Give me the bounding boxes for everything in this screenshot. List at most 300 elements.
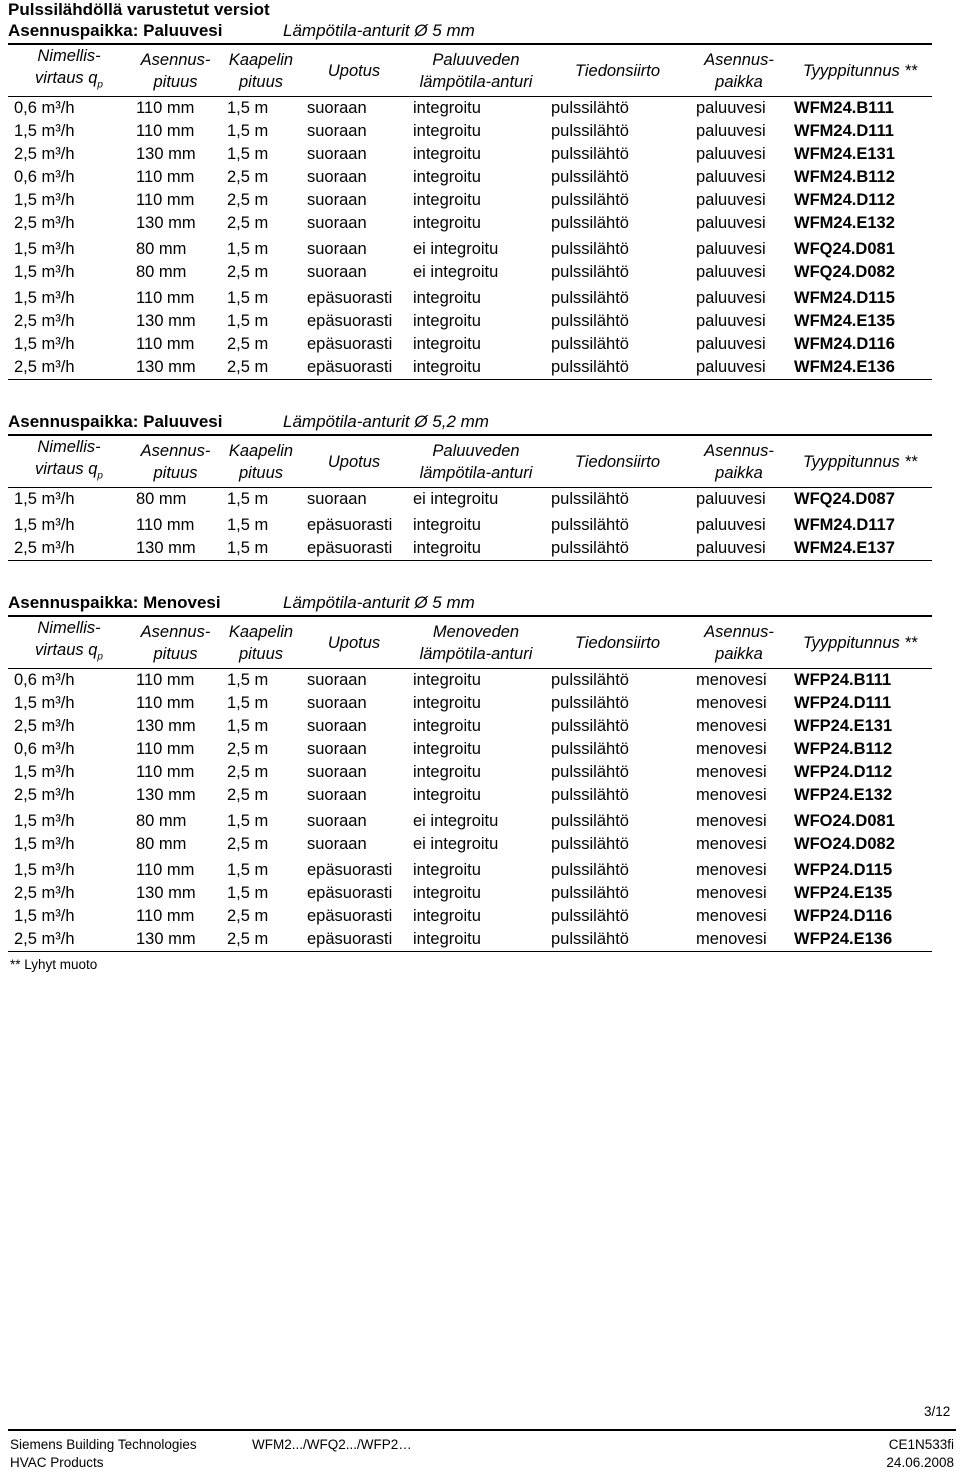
footer-right	[860, 1436, 954, 1472]
cell-cable: 2,5 m	[227, 786, 269, 805]
col-header-line	[130, 71, 221, 93]
cell-comm: pulssilähtö	[551, 263, 629, 282]
section-heading	[8, 412, 932, 434]
cell-mount: suoraan	[307, 240, 367, 259]
cell-len: 130 mm	[136, 884, 196, 903]
cell-place: paluuvesi	[696, 145, 766, 164]
table-row	[8, 511, 932, 537]
cell-sensor: integroitu	[407, 97, 545, 121]
cell-cable: 2,5 m	[227, 335, 269, 354]
col-header-line: Nimellis-	[37, 438, 101, 456]
cell-place: menovesi	[696, 740, 767, 759]
col-header-line	[690, 643, 788, 665]
col-header-line	[407, 643, 545, 665]
cell-place: paluuvesi	[696, 191, 766, 210]
footer-company: Siemens Building Technologies	[10, 1437, 197, 1452]
col-header-line	[130, 643, 221, 665]
col-header-text: lämpötila-anturi	[419, 644, 533, 663]
cell-len: 110 mm	[136, 289, 195, 308]
cell-type: WFQ24.D087	[788, 488, 932, 512]
col-header-line	[8, 639, 130, 668]
cell-sensor: ei integroitu	[413, 835, 499, 854]
col-header-comm	[545, 45, 690, 97]
cell-len: 130 mm	[136, 312, 196, 331]
cell-type: WFM24.E132	[794, 214, 895, 233]
cell-comm: pulssilähtö	[551, 717, 629, 736]
cell-comm: pulssilähtö	[551, 240, 629, 259]
cell-sensor: integroitu	[413, 168, 481, 187]
col-header-line: Kaapelin	[228, 50, 294, 69]
col-header-line: Asennus-	[140, 622, 211, 641]
cell-mount: suoraan	[307, 763, 367, 782]
cell-place: menovesi	[696, 694, 767, 713]
cell-cable: 2,5 m	[221, 928, 301, 952]
cell-comm: pulssilähtö	[545, 928, 690, 952]
cell-cable: 2,5 m	[227, 191, 269, 210]
table-row	[8, 488, 932, 512]
cell-place: paluuvesi	[690, 97, 788, 121]
cell-len: 80 mm	[130, 488, 221, 512]
cell-comm: pulssilähtö	[551, 335, 629, 354]
cell-mount: suoraan	[307, 740, 367, 759]
col-header-line	[130, 462, 221, 484]
col-header-place	[690, 617, 788, 669]
cell-comm: pulssilähtö	[545, 488, 690, 512]
table-row	[8, 669, 932, 693]
cell-len: 130 mm	[136, 145, 196, 164]
cell-type: WFP24.E132	[794, 786, 893, 805]
cell-flow: 1,5 m³/h	[14, 289, 75, 308]
cell-type: WFM24.D112	[794, 191, 895, 210]
col-header-mount	[301, 45, 407, 97]
footer-doc-id: CE1N533fi	[888, 1437, 954, 1452]
cell-comm: pulssilähtö	[551, 786, 629, 805]
col-header-line	[8, 67, 130, 96]
table-row	[8, 356, 932, 380]
product-table	[8, 617, 932, 952]
cell-place: menovesi	[696, 907, 767, 926]
cell-cable: 1,5 m	[227, 122, 269, 141]
col-header-comm	[545, 617, 690, 669]
col-header-text: Tyyppitunnus **	[802, 633, 918, 652]
cell-type: WFM24.D111	[794, 122, 894, 141]
cell-type: WFP24.D116	[794, 907, 893, 926]
cell-len: 130 mm	[136, 214, 196, 233]
cell-flow: 2,5 m³/h	[14, 312, 75, 331]
sensor-diameter-title: Lämpötila-anturit Ø 5 mm	[283, 593, 475, 612]
table-row	[8, 784, 932, 807]
table-row	[8, 97, 932, 121]
cell-len: 110 mm	[136, 168, 195, 187]
cell-type: WFQ24.D082	[794, 263, 895, 282]
cell-mount: suoraan	[307, 694, 367, 713]
table-row	[8, 833, 932, 856]
col-header-text: pituus	[153, 72, 198, 91]
cell-cable: 1,5 m	[221, 488, 301, 512]
cell-type: WFM24.B111	[788, 97, 932, 121]
install-location-title: Asennuspaikka: Paluuvesi	[8, 412, 223, 431]
cell-cable: 1,5 m	[221, 97, 301, 121]
footnote: ** Lyhyt muoto	[10, 957, 98, 972]
cell-len: 80 mm	[136, 240, 187, 259]
cell-mount: epäsuorasti	[307, 335, 393, 354]
cell-place: paluuvesi	[696, 168, 766, 187]
col-header-line	[221, 462, 301, 484]
cell-sensor: integroitu	[413, 191, 481, 210]
cell-flow: 1,5 m³/h	[14, 240, 75, 259]
cell-len: 110 mm	[130, 669, 221, 693]
cell-len: 110 mm	[136, 861, 195, 880]
cell-place: paluuvesi	[696, 289, 766, 308]
cell-cable: 1,5 m	[227, 717, 269, 736]
cell-comm: pulssilähtö	[551, 214, 629, 233]
table-row	[8, 143, 932, 166]
col-header-text: Upotus	[327, 633, 381, 652]
cell-type: WFQ24.D081	[794, 240, 895, 259]
table-row	[8, 261, 932, 284]
cell-cable: 2,5 m	[221, 356, 301, 380]
cell-flow: 1,5 m³/h	[14, 861, 75, 880]
col-header-text: Tyyppitunnus **	[802, 452, 918, 471]
cell-mount: epäsuorasti	[301, 356, 407, 380]
cell-flow: 2,5 m³/h	[14, 884, 75, 903]
cell-mount: epäsuorasti	[307, 289, 393, 308]
cell-comm: pulssilähtö	[551, 168, 629, 187]
cell-flow: 1,5 m³/h	[14, 694, 75, 713]
col-header-text: virtaus q	[35, 460, 98, 478]
cell-comm: pulssilähtö	[551, 312, 629, 331]
cell-cable: 1,5 m	[227, 312, 269, 331]
col-header-length	[130, 617, 221, 669]
header-row	[8, 45, 932, 97]
cell-comm: pulssilähtö	[545, 537, 690, 561]
col-header-flow	[8, 45, 130, 97]
cell-comm: pulssilähtö	[551, 884, 629, 903]
install-location-title: Asennuspaikka: Paluuvesi	[8, 21, 223, 40]
cell-type: WFO24.D082	[794, 835, 895, 854]
cell-comm: pulssilähtö	[551, 907, 629, 926]
table-row	[8, 537, 932, 561]
cell-sensor: integroitu	[413, 740, 481, 759]
section-return-5-2mm	[8, 412, 932, 561]
cell-len: 110 mm	[136, 740, 195, 759]
cell-mount: epäsuorasti	[307, 861, 393, 880]
col-header-text: paikka	[715, 463, 763, 482]
cell-len: 110 mm	[136, 516, 195, 535]
cell-len: 110 mm	[136, 763, 195, 782]
cell-len: 80 mm	[136, 835, 187, 854]
col-header-mount	[301, 436, 407, 488]
cell-sensor: integroitu	[413, 694, 481, 713]
col-header-text: paikka	[715, 72, 763, 91]
table-row	[8, 189, 932, 212]
product-table	[8, 45, 932, 380]
cell-mount: suoraan	[307, 168, 367, 187]
cell-place: paluuvesi	[696, 122, 766, 141]
cell-cable: 2,5 m	[227, 263, 269, 282]
cell-flow: 2,5 m³/h	[14, 214, 75, 233]
footer-left	[10, 1436, 197, 1472]
col-header-cable	[221, 45, 301, 97]
cell-mount: epäsuorasti	[307, 312, 393, 331]
cell-flow: 1,5 m³/h	[14, 191, 75, 210]
cell-comm: pulssilähtö	[545, 669, 690, 693]
col-header-comm	[545, 436, 690, 488]
cell-sensor: integroitu	[413, 516, 481, 535]
table-row	[8, 166, 932, 189]
col-header-line: Menoveden	[432, 622, 520, 641]
cell-place: paluuvesi	[696, 516, 766, 535]
cell-mount: suoraan	[307, 122, 367, 141]
cell-cable: 1,5 m	[221, 537, 301, 561]
col-header-text: lämpötila-anturi	[419, 463, 533, 482]
cell-mount: suoraan	[307, 835, 367, 854]
col-header-mount	[301, 617, 407, 669]
cell-mount: epäsuorasti	[307, 907, 393, 926]
cell-flow: 0,6 m³/h	[14, 168, 75, 187]
cell-place: menovesi	[696, 884, 767, 903]
cell-mount: epäsuorasti	[301, 928, 407, 952]
product-table	[8, 436, 932, 561]
cell-place: paluuvesi	[696, 335, 766, 354]
cell-flow: 1,5 m³/h	[14, 763, 75, 782]
cell-mount: suoraan	[301, 488, 407, 512]
cell-sensor: ei integroitu	[407, 488, 545, 512]
col-header-line	[221, 71, 301, 93]
sensor-diameter-title: Lämpötila-anturit Ø 5 mm	[283, 21, 475, 40]
cell-flow: 0,6 m³/h	[8, 669, 130, 693]
col-header-sensor	[407, 617, 545, 669]
footer-division: HVAC Products	[10, 1455, 104, 1470]
cell-type: WFM24.B112	[794, 168, 895, 187]
cell-type: WFM24.E131	[794, 145, 895, 164]
cell-sensor: integroitu	[407, 928, 545, 952]
section-heading	[8, 593, 932, 615]
cell-len: 110 mm	[136, 122, 195, 141]
cell-flow: 0,6 m³/h	[8, 97, 130, 121]
cell-comm: pulssilähtö	[551, 145, 629, 164]
cell-place: paluuvesi	[696, 263, 766, 282]
cell-cable: 1,5 m	[227, 289, 269, 308]
table-row	[8, 692, 932, 715]
cell-mount: suoraan	[307, 717, 367, 736]
sensor-diameter-title: Lämpötila-anturit Ø 5,2 mm	[283, 412, 489, 431]
col-header-type	[788, 436, 932, 488]
cell-sensor: ei integroitu	[413, 240, 499, 259]
cell-flow: 1,5 m³/h	[14, 335, 75, 354]
cell-sensor: integroitu	[413, 763, 481, 782]
cell-sensor: integroitu	[413, 884, 481, 903]
section-supply-5mm	[8, 593, 932, 952]
col-header-line	[8, 458, 130, 487]
col-header-line: Asennus-	[704, 441, 774, 460]
cell-len: 80 mm	[136, 812, 187, 831]
cell-cable: 1,5 m	[221, 669, 301, 693]
cell-cable: 1,5 m	[227, 145, 269, 164]
cell-sensor: integroitu	[413, 335, 481, 354]
cell-sensor: integroitu	[407, 669, 545, 693]
cell-comm: pulssilähtö	[551, 835, 629, 854]
cell-place: menovesi	[696, 786, 767, 805]
col-header-line	[221, 643, 301, 665]
cell-sensor: integroitu	[407, 356, 545, 380]
table-row	[8, 715, 932, 738]
cell-type: WFM24.E135	[794, 312, 895, 331]
col-header-line	[407, 71, 545, 93]
table-row	[8, 807, 932, 833]
cell-mount: epäsuorasti	[301, 537, 407, 561]
cell-mount: suoraan	[307, 786, 367, 805]
cell-place: paluuvesi	[696, 240, 766, 259]
table-row	[8, 856, 932, 882]
cell-place: menovesi	[696, 812, 767, 831]
table-row	[8, 235, 932, 261]
cell-mount: suoraan	[301, 97, 407, 121]
cell-comm: pulssilähtö	[551, 740, 629, 759]
cell-sensor: integroitu	[413, 122, 481, 141]
col-header-text: Tiedonsiirto	[574, 452, 661, 471]
cell-sensor: integroitu	[413, 861, 481, 880]
cell-comm: pulssilähtö	[551, 516, 629, 535]
cell-comm: pulssilähtö	[551, 812, 629, 831]
table-row	[8, 212, 932, 235]
footer-series: WFM2.../WFQ2.../WFP2…	[252, 1437, 412, 1452]
cell-sensor: integroitu	[413, 214, 481, 233]
section-heading	[8, 21, 932, 43]
cell-cable: 2,5 m	[227, 740, 269, 759]
col-header-text: pituus	[238, 644, 284, 663]
section-return-5mm	[8, 21, 932, 380]
col-header-line: Asennus-	[704, 622, 774, 641]
col-header-text: virtaus q	[35, 641, 98, 659]
col-header-text: virtaus q	[35, 69, 98, 87]
cell-place: menovesi	[696, 717, 767, 736]
cell-cable: 2,5 m	[227, 214, 269, 233]
cell-sensor: integroitu	[413, 717, 481, 736]
cell-cable: 1,5 m	[227, 240, 269, 259]
cell-type: WFM24.E136	[788, 356, 932, 380]
col-header-text: Upotus	[327, 61, 381, 80]
cell-cable: 2,5 m	[227, 168, 269, 187]
cell-flow: 2,5 m³/h	[8, 356, 130, 380]
cell-type: WFM24.E137	[788, 537, 932, 561]
col-header-cable	[221, 617, 301, 669]
cell-type: WFP24.B111	[788, 669, 932, 693]
col-header-place	[690, 45, 788, 97]
col-header-type	[788, 45, 932, 97]
col-header-line: Paluuveden	[432, 50, 520, 69]
cell-cable: 2,5 m	[227, 835, 269, 854]
col-header-text: Tiedonsiirto	[574, 633, 661, 652]
cell-type: WFP24.D111	[794, 694, 892, 713]
cell-comm: pulssilähtö	[551, 191, 629, 210]
cell-sensor: integroitu	[413, 312, 481, 331]
cell-mount: suoraan	[307, 263, 367, 282]
subscript: p	[97, 470, 103, 482]
cell-cable: 1,5 m	[227, 884, 269, 903]
cell-comm: pulssilähtö	[545, 356, 690, 380]
page-title: Pulssilähdöllä varustetut versiot	[8, 0, 270, 19]
cell-len: 130 mm	[130, 537, 221, 561]
footer-date: 24.06.2008	[886, 1455, 954, 1470]
cell-flow: 2,5 m³/h	[14, 145, 75, 164]
cell-place: menovesi	[696, 835, 767, 854]
cell-cable: 1,5 m	[227, 516, 269, 535]
cell-mount: suoraan	[307, 812, 367, 831]
cell-place: paluuvesi	[696, 214, 766, 233]
cell-place: paluuvesi	[690, 488, 788, 512]
cell-comm: pulssilähtö	[551, 763, 629, 782]
col-header-line	[690, 462, 788, 484]
cell-comm: pulssilähtö	[551, 122, 629, 141]
table-row	[8, 882, 932, 905]
table-row	[8, 284, 932, 310]
cell-sensor: ei integroitu	[413, 263, 499, 282]
col-header-cable	[221, 436, 301, 488]
cell-sensor: integroitu	[407, 537, 545, 561]
cell-flow: 2,5 m³/h	[8, 928, 130, 952]
subscript: p	[97, 651, 103, 663]
col-header-length	[130, 436, 221, 488]
cell-type: WFM24.D115	[794, 289, 895, 308]
cell-cable: 2,5 m	[227, 907, 269, 926]
cell-place: menovesi	[696, 861, 767, 880]
col-header-text: pituus	[238, 463, 284, 482]
col-header-text: paikka	[715, 644, 763, 663]
cell-mount: suoraan	[307, 191, 367, 210]
cell-len: 110 mm	[136, 191, 195, 210]
col-header-sensor	[407, 45, 545, 97]
cell-place: menovesi	[690, 669, 788, 693]
cell-type: WFM24.D117	[794, 516, 895, 535]
cell-flow: 1,5 m³/h	[14, 122, 75, 141]
cell-flow: 1,5 m³/h	[14, 907, 75, 926]
col-header-place	[690, 436, 788, 488]
cell-cable: 1,5 m	[227, 812, 269, 831]
cell-mount: epäsuorasti	[307, 516, 393, 535]
cell-type: WFP24.E136	[788, 928, 932, 952]
cell-sensor: integroitu	[413, 907, 481, 926]
table-row	[8, 738, 932, 761]
cell-len: 130 mm	[136, 786, 196, 805]
cell-type: WFP24.E131	[794, 717, 893, 736]
page-number: 3/12	[924, 1404, 951, 1419]
col-header-line: Nimellis-	[37, 619, 101, 637]
cell-flow: 1,5 m³/h	[14, 516, 75, 535]
table-row	[8, 333, 932, 356]
cell-place: paluuvesi	[696, 312, 766, 331]
cell-sensor: ei integroitu	[413, 812, 499, 831]
table-row	[8, 120, 932, 143]
cell-cable: 1,5 m	[227, 694, 269, 713]
cell-sensor: integroitu	[413, 145, 481, 164]
header-row	[8, 617, 932, 669]
cell-type: WFO24.D081	[794, 812, 895, 831]
cell-mount: suoraan	[307, 145, 367, 164]
col-header-length	[130, 45, 221, 97]
install-location-title: Asennuspaikka: Menovesi	[8, 593, 221, 612]
cell-len: 110 mm	[136, 335, 195, 354]
cell-flow: 1,5 m³/h	[14, 835, 75, 854]
col-header-text: lämpötila-anturi	[419, 72, 533, 91]
table-row	[8, 928, 932, 952]
col-header-text: pituus	[153, 644, 198, 663]
col-header-line: Asennus-	[140, 50, 211, 69]
cell-flow: 1,5 m³/h	[14, 263, 75, 282]
cell-comm: pulssilähtö	[551, 861, 629, 880]
col-header-text: Tyyppitunnus **	[802, 61, 918, 80]
cell-flow: 2,5 m³/h	[8, 537, 130, 561]
